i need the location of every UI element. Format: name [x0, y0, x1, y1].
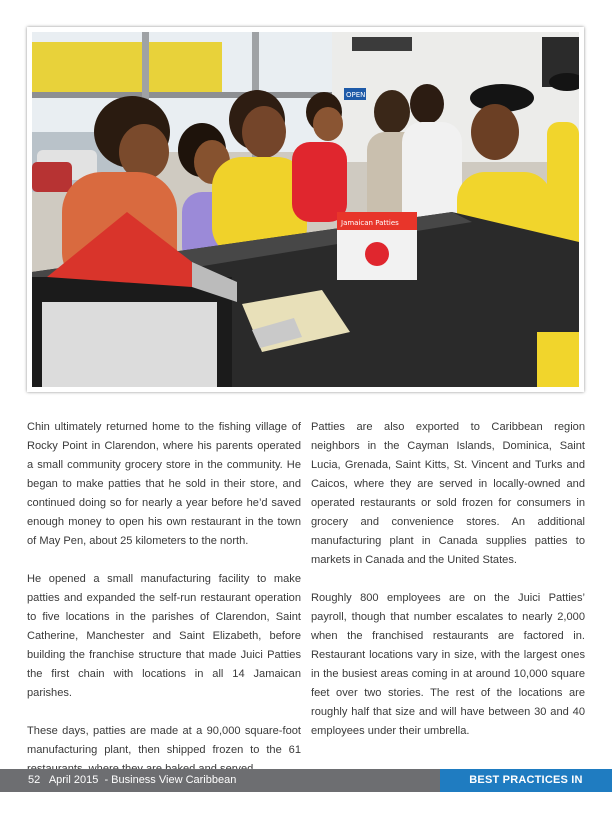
page-number: 52: [28, 774, 41, 786]
photo-juici-patties-counter: [32, 32, 579, 387]
article-paragraph: These days, patties are made at a 90,000 square-foot manufacturing plant, then shipped frozen to the 61: [27, 725, 301, 756]
article-paragraph: He opened a small manufacturing facility to make patties and expanded the self-run restaurant operation to five locations in the parishes of Clarendon, Saint Catherine, Manchester and Saint Elizabeth, before building the franchise structure that made Juici Patties the first chain with locations in all 14 Jamaican parishes.: [27, 573, 301, 699]
article-paragraph: Roughly 800 employees are on the Juici Patties’ payroll, though that number escalates to nearly 2,000 when the franchised restaurants are factored in. Restaurant locations vary in size, with the largest ones in the busiest areas coming in at around 10,000 square feet over two stories. The rest of the locations are roughly half that size and will have between 30 and 40 employees under their umbrella.: [311, 592, 585, 737]
article-column-left: [27, 418, 301, 798]
page-footer: [0, 769, 612, 809]
article-photo: [32, 32, 579, 387]
section-label: BEST PRACTICES IN BUSINESS: [440, 769, 612, 792]
article-paragraph: Chin ultimately returned home to the fishing village of Rocky Point in Clarendon, where his parents operated a small community grocery store in the community. He began to make patties that he sold in their store, and continued doing so for nearly a year before he’d saved enough money to open his own restaurant in the town of May Pen, about 25 kilometers to the north.: [27, 421, 301, 547]
article-photo-frame: [27, 27, 584, 392]
article-paragraph: Patties are also exported to Caribbean region neighbors in the Cayman Islands, Dominica, Saint Lucia, Grenada, Saint Kitts, St. Vincent and Turks and Caicos, where they are served in locally-owned and operated restaurants or sold frozen for consumers in grocery and convenience stores. An additional manufacturing plant in Canada supplies patties to markets in Canada and the United States.: [311, 421, 585, 566]
footer-issue-info: [28, 769, 236, 792]
article-column-right: [311, 418, 585, 760]
issue-label: April 2015 - Business View Caribbean: [48, 774, 237, 786]
photo-box-label: Jamaican Patties: [341, 219, 399, 227]
photo-open-sign: OPEN: [346, 91, 366, 99]
